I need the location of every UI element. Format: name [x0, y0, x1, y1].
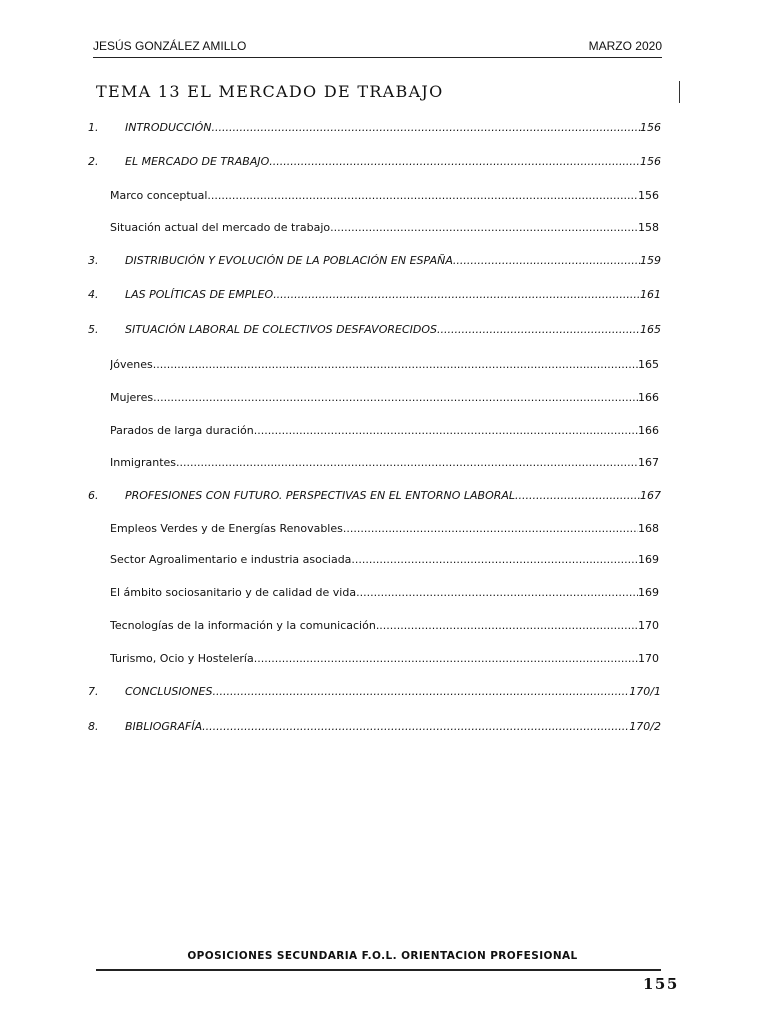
toc-entry-label: BIBLIOGRAFÍA	[125, 720, 203, 733]
toc-entry-label: Situación actual del mercado de trabajo	[110, 221, 331, 234]
toc-entry-page: 166	[638, 424, 659, 437]
toc-entry-page: 156	[640, 155, 661, 168]
toc-entry-label: Jóvenes	[110, 358, 153, 371]
toc-entry	[88, 684, 661, 700]
toc-entry	[110, 618, 659, 634]
toc-entry-label: Marco conceptual	[110, 189, 208, 202]
toc-entry-label: DISTRIBUCIÓN Y EVOLUCIÓN DE LA POBLACIÓN EN ESPAÑA	[125, 254, 453, 267]
toc-entry	[110, 521, 659, 537]
toc-entry-page: 167	[640, 489, 661, 502]
toc-leader-dots	[212, 684, 629, 700]
toc-leader-dots	[376, 618, 638, 634]
toc-entry-page: 167	[638, 456, 659, 469]
toc-entry	[88, 253, 661, 269]
toc-entry	[88, 719, 661, 735]
toc-entry-page: 170	[638, 619, 659, 632]
toc-leader-dots	[153, 390, 638, 406]
toc-leader-dots	[254, 423, 638, 439]
toc-entry-page: 170/1	[629, 685, 661, 698]
toc-entry	[88, 120, 661, 136]
toc-entry	[110, 188, 659, 204]
toc-entry	[88, 488, 661, 504]
document-title: TEMA 13 EL MERCADO DE TRABAJO	[96, 82, 444, 101]
toc-leader-dots	[176, 455, 638, 471]
toc-entry	[110, 357, 659, 373]
toc-entry-label: SITUACIÓN LABORAL DE COLECTIVOS DESFAVORECIDOS	[125, 323, 437, 336]
toc-entry	[110, 455, 659, 471]
toc-entry-label: CONCLUSIONES	[125, 685, 213, 698]
toc-entry-label: Sector Agroalimentario e industria asociada	[110, 553, 352, 566]
toc-entry-page: 168	[638, 522, 659, 535]
toc-entry-label: Turismo, Ocio y Hostelería	[110, 652, 254, 665]
toc-entry-label: EL MERCADO DE TRABAJO	[125, 155, 270, 168]
toc-entry-label: Inmigrantes	[110, 456, 177, 469]
toc-entry	[110, 651, 659, 667]
toc-leader-dots	[202, 719, 629, 735]
toc-entry-number: 5.	[88, 323, 99, 336]
toc-entry-number: 8.	[88, 720, 99, 733]
toc-entry-label: INTRODUCCIÓN	[125, 121, 212, 134]
toc-entry-page: 156	[638, 189, 659, 202]
toc-leader-dots	[273, 287, 640, 303]
toc-leader-dots	[207, 188, 638, 204]
toc-leader-dots	[330, 220, 638, 236]
toc-entry-page: 165	[638, 358, 659, 371]
toc-entry-label: Empleos Verdes y de Energías Renovables	[110, 522, 343, 535]
toc-entry	[88, 287, 661, 303]
toc-leader-dots	[212, 120, 640, 136]
toc-entry	[110, 585, 659, 601]
toc-entry	[110, 390, 659, 406]
toc-entry	[88, 154, 661, 170]
toc-leader-dots	[453, 253, 640, 269]
toc-entry-page: 170/2	[629, 720, 661, 733]
toc-entry-page: 165	[640, 323, 661, 336]
footer-text: OPOSICIONES SECUNDARIA F.O.L. ORIENTACION PROFESIONAL	[187, 950, 578, 962]
toc-entry	[88, 322, 661, 338]
toc-leader-dots	[356, 585, 638, 601]
header-author: JESÚS GONZÁLEZ AMILLO	[93, 39, 247, 53]
footer-rule	[96, 969, 661, 971]
toc-entry	[110, 220, 659, 236]
toc-leader-dots	[351, 552, 638, 568]
toc-entry-number: 7.	[88, 685, 99, 698]
toc-entry-page: 166	[638, 391, 659, 404]
page-number: 155	[643, 975, 679, 993]
toc-entry-page: 159	[640, 254, 661, 267]
toc-entry-number: 1.	[88, 121, 99, 134]
toc-leader-dots	[437, 322, 640, 338]
toc-leader-dots	[343, 521, 638, 537]
toc-entry-page: 158	[638, 221, 659, 234]
toc-entry-page: 170	[638, 652, 659, 665]
toc-entry	[110, 423, 659, 439]
toc-entry-page: 156	[640, 121, 661, 134]
toc-entry-label: LAS POLÍTICAS DE EMPLEO	[125, 288, 274, 301]
toc-leader-dots	[254, 651, 638, 667]
toc-entry-number: 6.	[88, 489, 99, 502]
toc-leader-dots	[515, 488, 640, 504]
toc-entry-page: 169	[638, 553, 659, 566]
toc-entry-label: Tecnologías de la información y la comunicación	[110, 619, 376, 632]
toc-leader-dots	[153, 357, 638, 373]
toc-entry-number: 4.	[88, 288, 99, 301]
toc-entry-label: Parados de larga duración	[110, 424, 254, 437]
toc-entry-page: 161	[640, 288, 661, 301]
toc-entry-number: 3.	[88, 254, 99, 267]
toc-entry	[110, 552, 659, 568]
toc-entry-label: El ámbito sociosanitario y de calidad de vida	[110, 586, 357, 599]
header-date: MARZO 2020	[588, 39, 662, 53]
toc-entry-label: PROFESIONES CON FUTURO. PERSPECTIVAS EN EL ENTORNO LABORAL	[125, 489, 516, 502]
toc-entry-number: 2.	[88, 155, 99, 168]
toc-leader-dots	[269, 154, 640, 170]
toc-entry-page: 169	[638, 586, 659, 599]
toc-entry-label: Mujeres	[110, 391, 154, 404]
